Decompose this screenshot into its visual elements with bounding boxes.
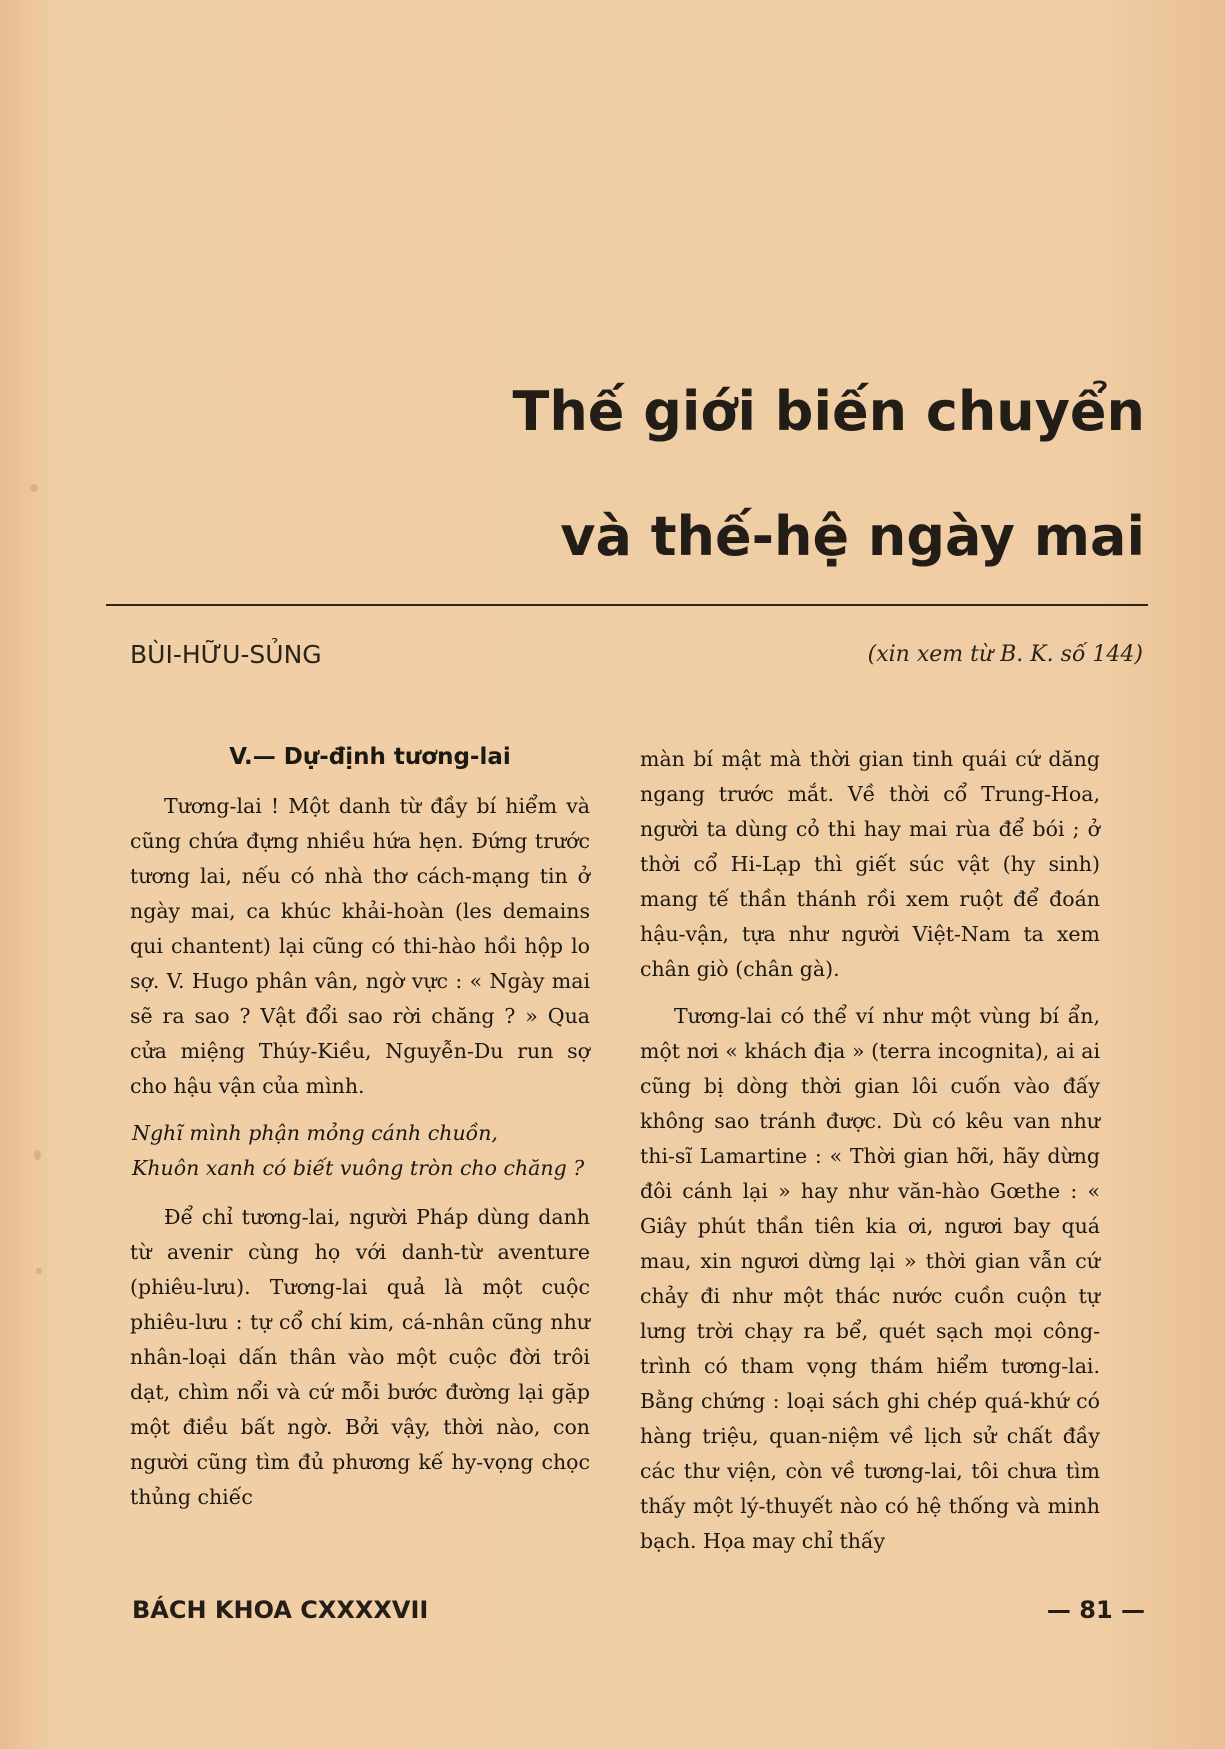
section-heading: V.— Dự-định tương-lai (229, 744, 511, 770)
right-text-column (640, 742, 1100, 1571)
article-title-line-2: và thế-hệ ngày mai (560, 505, 1145, 568)
poem-line: Khuôn xanh có biết vuông tròn cho chăng ? (132, 1156, 585, 1180)
magazine-footer: BÁCH KHOA CXXXXVII (132, 1596, 429, 1624)
paper-stain (36, 1268, 42, 1274)
poem-quote (130, 1116, 590, 1186)
poem-line: Nghĩ mình phận mỏng cánh chuồn, (132, 1121, 498, 1145)
continuation-reference: (xin xem từ B. K. số 144) (867, 642, 1143, 667)
page-fold-line (44, 0, 46, 1749)
author-name: BÙI-HỮU-SỦNG (130, 640, 322, 669)
paper-stain (34, 1150, 41, 1160)
paragraph: màn bí mật mà thời gian tinh quái cứ dăng ngang trước mắt. Về thời cổ Trung-Hoa, người ta dùng cỏ thi hay mai rùa để bói ; ở thời cổ Hi-Lạp thì giết súc vật (hy sinh) mang tế thần thánh rồi xem ruột để đoán hậu-vận, tựa như người Việt-Nam ta xem chân giò (chân gà). (640, 747, 1100, 981)
paragraph: Tương-lai ! Một danh từ đầy bí hiểm và cũng chứa đựng nhiều hứa hẹn. Đứng trước tương lai, nếu có nhà thơ cách-mạng tin ở ngày mai, ca khúc khải-hoàn (les demains qui chantent) lại cũng có thi-hào hồi hộp lo sợ. V. Hugo phân vân, ngờ vực : « Ngày mai sẽ ra sao ? Vật đổi sao rời chăng ? » Qua cửa miệng Thúy-Kiều, Nguyễn-Du run sợ cho hậu vận của mình. (130, 794, 590, 1098)
article-title-line-1: Thế giới biến chuyển (512, 380, 1145, 443)
paragraph: Tương-lai có thể ví như một vùng bí ẩn, một nơi « khách địa » (terra incognita), ai ai cũng bị dòng thời gian lôi cuốn vào đấy không sao tránh được. Dù có kêu van như thi-sĩ Lamartine : « Thời gian hỡi, hãy dừng đôi cánh lại » hay như văn-hào Gœthe : « Giây phút thần tiên kia ơi, ngươi bay quá mau, xin ngươi dừng lại » thời gian vẫn cứ chảy đi như một thác nước cuồn cuộn tự lưng trời chạy ra bể, quét sạch mọi công-trình có tham vọng thám hiểm tương-lai. Bằng chứng : loại sách ghi chép quá-khứ có hàng triệu, quan-niệm về lịch sử chất đầy các thư viện, còn về tương-lai, tôi chưa tìm thấy một lý-thuyết nào có hệ thống và minh bạch. Họa may chỉ thấy (640, 1004, 1100, 1553)
page-number: — 81 — (1046, 1596, 1145, 1624)
paper-stain (30, 484, 38, 492)
left-text-column (130, 740, 590, 1527)
title-divider (106, 604, 1148, 606)
paragraph: Để chỉ tương-lai, người Pháp dùng danh từ avenir cùng họ với danh-từ aventure (phiêu-lưu). Tương-lai quả là một cuộc phiêu-lưu : tự cổ chí kim, cá-nhân cũng như nhân-loại dấn thân vào một cuộc đời trôi dạt, chìm nổi và cứ mỗi bước đường lại gặp một điều bất ngờ. Bởi vậy, thời nào, con người cũng tìm đủ phương kế hy-vọng chọc thủng chiếc (130, 1205, 590, 1509)
